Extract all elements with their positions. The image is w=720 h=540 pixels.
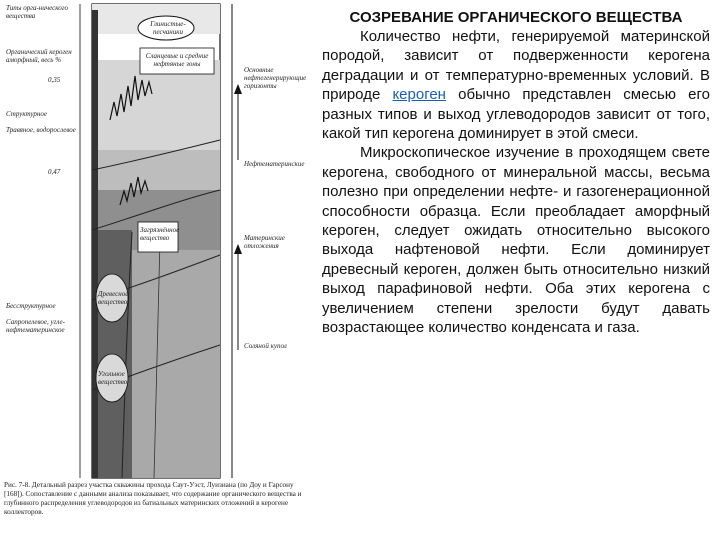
label-column-top2: Сланцевые и средние нефтяные зоны (145, 52, 209, 68)
figure-caption: Рис. 7-8. Детальный разрез участка скважины прохода Саут-Уэст, Луизиана (по Доу и Гарсону [168]). Сопоставление с данными анализа показывает, что содержание органического вещества и глубинного распределения углеводородов из батиальных материнских отложений в керогене коллекторов. (4, 481, 302, 516)
label-salt-dome: Соляной купол (244, 342, 287, 350)
paragraph-1-end: обычно представлен смесью его разных типов и выход углеводородов зависит от того, какой тип керогена доминирует в этой смеси. (322, 86, 710, 143)
text-column (322, 8, 710, 338)
label-column-mid: Загрязнённое вещество (140, 226, 180, 242)
label-herbaceous: Травяное, водорослевое (6, 126, 76, 134)
stratigraphic-figure (0, 0, 318, 540)
label-amorphous: Органический кероген аморфный, весь % (6, 48, 72, 64)
label-unstructured: Бесструктурное (6, 302, 56, 310)
paragraph-1-start: Количество нефти, генерируемой материнской породой, зависит от подверженности керогена деградации и от температурно-временных условий. В природе (322, 28, 710, 104)
label-column-lower: Древесное вещество (98, 290, 129, 306)
label-column-top: Глинистые-песчаники (150, 20, 186, 36)
paragraph-2: Микроскопическое изучение в проходящем свете керогена, свободного от минеральной массы, весьма полезно при определении нефте- и газогенерационной способности образца. Если преобладает аморфный кероген, следует ожидать относительно высокого выхода нафтеновой нефти. Если доминирует древесный кероген, должен быть относительно низкий выход парафиновой нефти. Оба этих керогена с увеличением степени зрелости будут давать возрастающее количество конденсата и газа. (322, 144, 710, 337)
label-mature: Материнские отложения (244, 234, 285, 250)
label-type-header: Типы орга-нического вещества (6, 4, 68, 20)
label-main-oil: Основные нефтегенерирующие горизонты (244, 66, 307, 90)
kerogen-link[interactable]: кероген (392, 86, 446, 104)
label-column-bottom: Угольное вещество (98, 370, 128, 386)
label-coaly: Сапропелевое, угле-нефтематеринское (6, 318, 65, 334)
label-oil-source: Нефтематеринские (244, 160, 305, 168)
page-title: СОЗРЕВАНИЕ ОРГАНИЧЕСКОГО ВЕЩЕСТВА (349, 9, 683, 26)
label-value-035: 0,35 (48, 76, 61, 84)
label-structured: Структурное (6, 110, 47, 118)
label-value-047: 0,47 (48, 168, 61, 176)
paragraph-1 (322, 27, 710, 143)
